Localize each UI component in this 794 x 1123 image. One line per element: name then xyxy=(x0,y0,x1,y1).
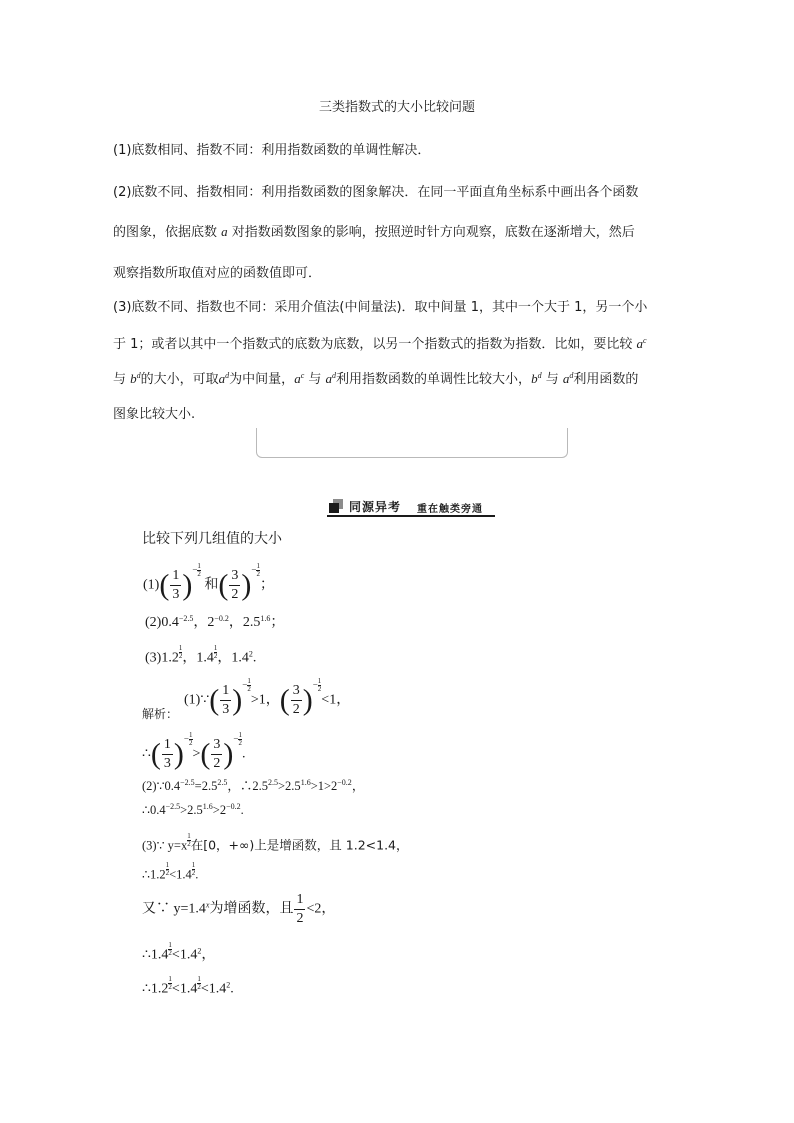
question-intro: 比较下列几组值的大小 xyxy=(142,531,282,547)
solution-line-1: (1)∵( $\frac{1}{3}$ )− $\frac{1}{2}$ >1，( $\frac{3}{2}$ )− $\frac{1}{2}$ <1， xyxy=(184,677,351,717)
solution-line-3: $(2)\because 0.4^{-2.5}=2.5^{2.5}$，$\therefore 2.5^{2.5}>2.5^{1.6}>1>2^{-0.2}$， xyxy=(142,778,365,793)
banner-square-icon xyxy=(329,499,343,513)
page-title: 三类指数式的大小比较问题 xyxy=(318,100,475,115)
note-para-1: (1)底数相同、指数不同：利用指数函数的单调性解决． xyxy=(113,143,431,158)
question-item-3: (3)1.2 $^{\frac{1}{2}}$ ，1.4 $^{\frac{1}{2}}$ ，$1.4^2$. xyxy=(145,644,257,666)
solution-line-2: ∴( $\frac{1}{3}$ )− $\frac{1}{2}$ >( $\frac{3}{2}$ )− $\frac{1}{2}$ . xyxy=(142,731,246,771)
note-para-5: (3)底数不同、指数也不同：采用介值法(中间量法)．取中间量 1，其中一个大于 1，另一个小 xyxy=(113,300,648,315)
note-para-7: 与 $b^d$的大小，可取$a^d$为中间量，$a^c$ 与 $a^d$利用指数函数的单调性比较大小，$b^d$ 与 $a^d$利用函数的 xyxy=(113,371,639,387)
question-item-1: (1)( $\frac{1}{3}$ )− $\frac{1}{2}$ 和( $\frac{3}{2}$ )− $\frac{1}{2}$ ； xyxy=(143,562,274,602)
banner-subtitle: 重在触类旁通 xyxy=(417,504,483,515)
question-item-2: $(2)0.4^{-2.5}$，$2^{-0.2}$，$2.5^{1.6}$； xyxy=(145,614,285,630)
solution-line-4: $\therefore 0.4^{-2.5}>2.5^{1.6}>2^{-0.2}$. xyxy=(142,802,244,817)
solution-line-5: (3)∵ y=x $^{\frac{1}{2}}$ 在[0，+∞)上是增函数，且 1.2<1.4， xyxy=(142,832,409,853)
note-para-3: 的图象，依据底数 a 对指数函数图象的影响，按照逆时针方向观察，底数在逐渐增大，然后 xyxy=(113,224,635,240)
var-a: a xyxy=(221,224,228,239)
banner-underline xyxy=(327,515,495,517)
solution-label: 解析： xyxy=(142,707,179,721)
solution-line-8: ∴1.4 $^{\frac{1}{2}}$ $<1.4^2$， xyxy=(142,941,216,963)
solution-line-6: ∴1.2 $^{\frac{1}{2}}$ <1.4 $^{\frac{1}{2}}$ . xyxy=(142,861,199,882)
note-box-bottom-border xyxy=(256,428,568,458)
note-para-2: (2)底数不同、指数相同：利用指数函数的图象解决．在同一平面直角坐标系中画出各个函数 xyxy=(113,185,639,200)
solution-line-9: ∴1.2 $^{\frac{1}{2}}$ <1.4 $^{\frac{1}{2}}$ $<1.4^2$. xyxy=(142,975,234,997)
note-para-4: 观察指数所取值对应的函数值即可． xyxy=(113,266,322,281)
note-para-6: 于 1；或者以其中一个指数式的底数为底数，以另一个指数式的指数为指数．比如，要比较 $a^c$ xyxy=(113,336,647,352)
solution-line-7: 又∵ $y=1.4^x$为增函数，且 $\frac{1}{2}$ <2， xyxy=(142,892,336,926)
section-banner xyxy=(327,497,495,515)
note-para-8: 图象比较大小. xyxy=(113,407,196,422)
banner-title: 同源异考 xyxy=(349,500,402,514)
